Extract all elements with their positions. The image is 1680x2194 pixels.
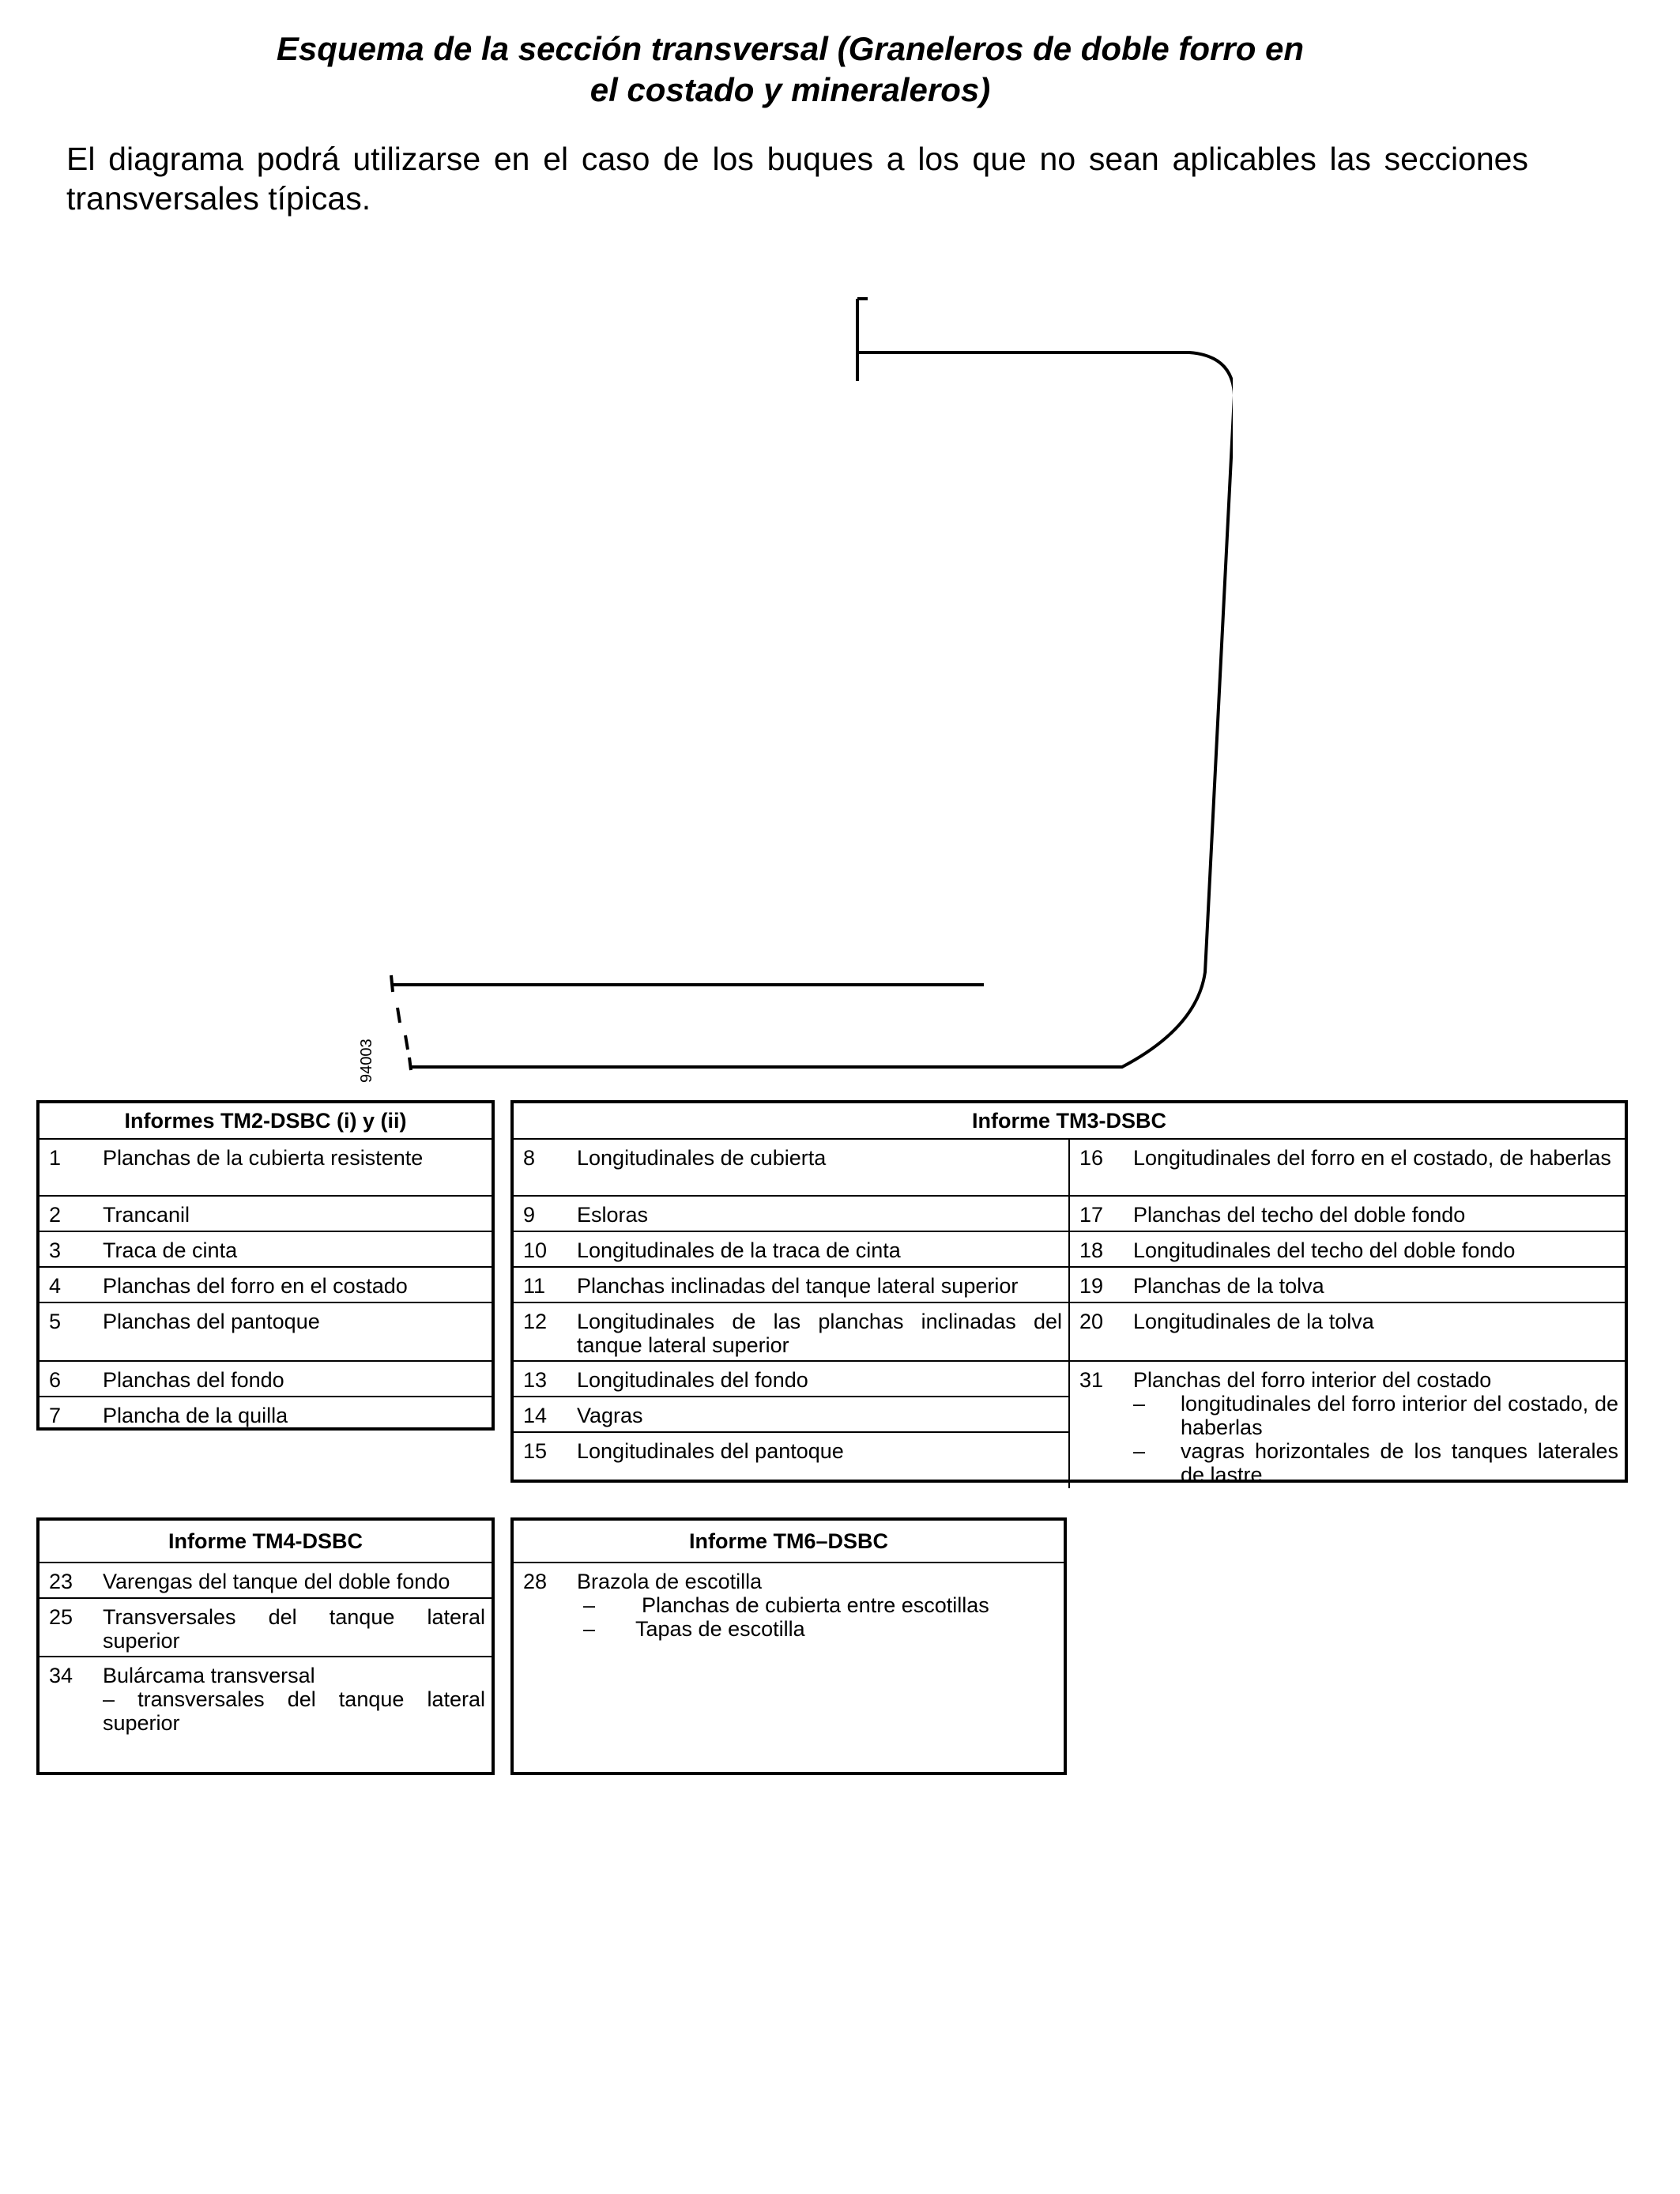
sub-item: [577, 1593, 1057, 1617]
row-text: Longitudinales de cubierta: [577, 1146, 827, 1170]
sub-item: [1133, 1392, 1618, 1439]
cross-section-svg: [348, 277, 1233, 1091]
row-number: 15: [523, 1439, 548, 1463]
centerline-dash-3: [405, 1035, 408, 1050]
row-text: Bulárcama transversal: [103, 1664, 315, 1687]
table-row: [1070, 1303, 1625, 1362]
table-row: [40, 1599, 492, 1657]
row-number: 4: [49, 1274, 62, 1298]
row-number: 5: [49, 1310, 62, 1333]
row-text: Planchas del forro en el costado: [103, 1274, 408, 1298]
tm6-table: [510, 1517, 1067, 1775]
tm4-header: Informe TM4-DSBC: [40, 1521, 492, 1563]
row-text: Planchas del pantoque: [103, 1310, 320, 1333]
row-text-block: [564, 1563, 1064, 1646]
row-number: 17: [1079, 1203, 1104, 1227]
row-text: Planchas del techo del doble fondo: [1133, 1203, 1466, 1227]
table-row: [40, 1563, 492, 1599]
row-number: 10: [523, 1238, 548, 1262]
table-row: [40, 1232, 492, 1268]
table-row: [514, 1197, 1068, 1232]
tm6-header: Informe TM6–DSBC: [514, 1521, 1064, 1563]
table-row: [40, 1397, 492, 1431]
sub-dash: –: [1133, 1392, 1146, 1416]
table-row: [40, 1657, 492, 1768]
row-text: Varengas del tanque del doble fondo: [103, 1570, 450, 1593]
sub-dash: –: [1133, 1439, 1146, 1463]
row-text: Planchas de la tolva: [1133, 1274, 1324, 1298]
row-number: 14: [523, 1404, 548, 1427]
table-row: [1070, 1232, 1625, 1268]
row-number: 9: [523, 1203, 536, 1227]
table-row: [514, 1140, 1068, 1197]
side-shell-line: [411, 395, 1233, 1067]
sub-item: [577, 1617, 1057, 1641]
row-text: Longitudinales del pantoque: [577, 1439, 844, 1463]
tm2-table: [36, 1100, 495, 1431]
intro-paragraph: El diagrama podrá utilizarse en el caso de los buques a los que no sean aplicables las secciones transversales típicas.: [66, 141, 1528, 217]
row-text: Longitudinales de la tolva: [1133, 1310, 1374, 1333]
tm3-table: [510, 1100, 1628, 1487]
centerline-dash-2: [397, 1008, 400, 1023]
sub-text: – transversales del tanque lateral superior: [103, 1687, 485, 1735]
row-text: Longitudinales del forro en el costado, de haberlas: [1133, 1146, 1611, 1170]
row-text: Plancha de la quilla: [103, 1404, 288, 1427]
table-row: [40, 1140, 492, 1197]
row-text: Transversales del tanque lateral superior: [103, 1605, 485, 1653]
row-text: Vagras: [577, 1404, 643, 1427]
sub-text: Planchas de cubierta entre escotillas: [642, 1593, 989, 1617]
row-number: 8: [523, 1146, 536, 1170]
row-number: 18: [1079, 1238, 1104, 1262]
row-number: 23: [49, 1570, 73, 1593]
table-row: [514, 1397, 1068, 1433]
tm2-header: Informes TM2-DSBC (i) y (ii): [40, 1103, 492, 1140]
page-title: [0, 28, 1680, 111]
table-row: [40, 1197, 492, 1232]
row-text: Brazola de escotilla: [577, 1570, 763, 1593]
row-number: 25: [49, 1605, 73, 1629]
row-text: Esloras: [577, 1203, 649, 1227]
row-number: 11: [523, 1274, 546, 1298]
row-number: 28: [523, 1570, 548, 1593]
row-number: 13: [523, 1368, 548, 1392]
centerline-dash-1: [391, 975, 393, 992]
row-text: Longitudinales de la traca de cinta: [577, 1238, 901, 1262]
row-number: 7: [49, 1404, 62, 1427]
row-number: 31: [1079, 1368, 1104, 1392]
sub-text: vagras horizontales de los tanques laterales de lastre: [1181, 1439, 1618, 1487]
sub-item: [1133, 1439, 1618, 1487]
row-text: Longitudinales de las planchas inclinadas del tanque lateral superior: [577, 1310, 1062, 1357]
row-text: Trancanil: [103, 1203, 190, 1227]
row-number: 3: [49, 1238, 62, 1262]
table-row: [40, 1268, 492, 1303]
sub-dash: –: [583, 1617, 596, 1641]
row-text: Traca de cinta: [103, 1238, 238, 1262]
row-number: 16: [1079, 1146, 1104, 1170]
table-row: [40, 1303, 492, 1362]
title-line-1: Esquema de la sección transversal (Graneleros de doble forro en: [276, 30, 1305, 67]
table-row: [514, 1563, 1064, 1646]
centerline-dash-4: [409, 1057, 411, 1070]
table-row: [1070, 1362, 1625, 1485]
tm3-left-column: [514, 1140, 1068, 1488]
table-row: [514, 1303, 1068, 1362]
row-text: Planchas de la cubierta resistente: [103, 1146, 424, 1170]
row-text: Longitudinales del fondo: [577, 1368, 808, 1392]
table-row: [1070, 1268, 1625, 1303]
row-number: 2: [49, 1203, 62, 1227]
row-number: 6: [49, 1368, 62, 1392]
row-text: Planchas del fondo: [103, 1368, 284, 1392]
table-row: [1070, 1197, 1625, 1232]
table-row: [514, 1268, 1068, 1303]
row-number: 19: [1079, 1274, 1104, 1298]
table-row: [40, 1362, 492, 1397]
row-text: Planchas del forro interior del costado: [1133, 1368, 1492, 1392]
table-row: [514, 1433, 1068, 1488]
row-number: 1: [49, 1146, 62, 1170]
row-number: 34: [49, 1664, 73, 1687]
tm3-right-column: [1068, 1140, 1625, 1488]
row-text-block: [90, 1657, 492, 1768]
table-row: [514, 1232, 1068, 1268]
row-number: 12: [523, 1310, 548, 1333]
sub-text: longitudinales del forro interior del costado, de haberlas: [1181, 1392, 1618, 1439]
tm4-table: [36, 1517, 495, 1775]
tm3-header: Informe TM3-DSBC: [514, 1103, 1625, 1140]
sub-dash: –: [583, 1593, 596, 1617]
deck-line: [857, 352, 1233, 395]
cross-section-diagram: [348, 277, 1233, 1091]
row-number: 20: [1079, 1310, 1104, 1333]
table-row: [1070, 1140, 1625, 1197]
row-text: Longitudinales del techo del doble fondo: [1133, 1238, 1516, 1262]
diagram-code: 94003: [358, 1039, 375, 1083]
row-text: Planchas inclinadas del tanque lateral superior: [577, 1274, 1019, 1298]
title-line-2: el costado y mineraleros): [590, 71, 991, 108]
sub-text: Tapas de escotilla: [635, 1617, 805, 1641]
table-row: [514, 1362, 1068, 1397]
row-text-block: [1121, 1362, 1625, 1485]
